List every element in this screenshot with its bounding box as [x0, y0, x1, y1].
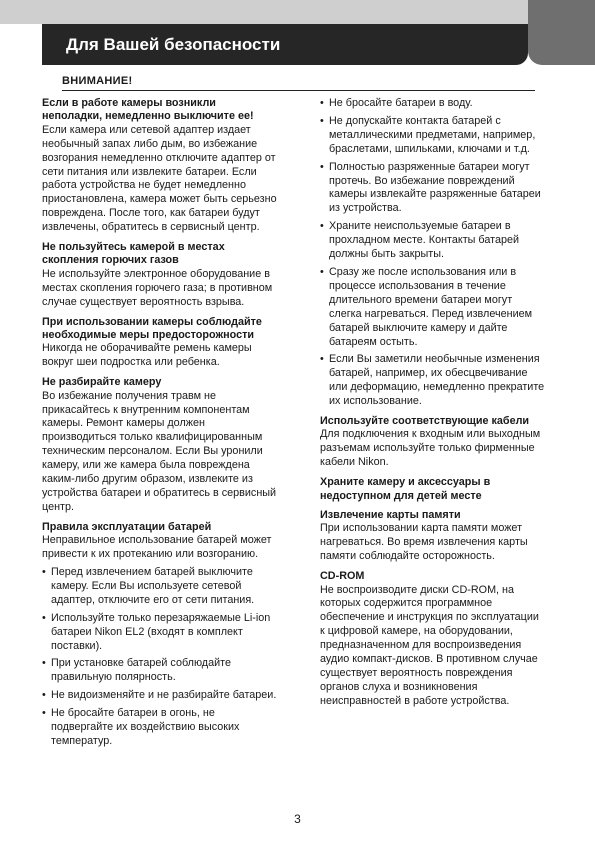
- section-heading: CD-ROM: [320, 570, 365, 583]
- section-body: Никогда не оборачивайте ремень камеры вокруг шеи подростка или ребенка.: [42, 342, 252, 369]
- section-malfunction: [42, 97, 278, 235]
- header-corner-tab: [528, 0, 595, 65]
- right-column: [320, 97, 545, 715]
- list-item: • Сразу же после использования или в процессе использования в течение длительного времени батареи могут слегка нагреваться. Перед извлечением батарей выключите камеру и дайте батареям остыть.: [320, 266, 545, 349]
- battery-bullet-list-continued: [320, 97, 545, 409]
- section-body: Неправильное использование батарей может привести к их протеканию или возгоранию.: [42, 534, 272, 561]
- list-item: • Не видоизменяйте и не разбирайте батареи.: [42, 689, 278, 703]
- section-body: Во избежание получения травм не прикасайтесь к внутренним компонентам камеры. Ремонт камеры должен производиться только квалифицированным техническим персоналом. Если Вы уронили камеру, или же камера была повреждена каким-либо другим образом, извлеките из устройства батареи и обратитесь в сервисный центр.: [42, 389, 277, 513]
- left-column: [42, 97, 278, 755]
- section-heading: Используйте соответствующие кабели: [320, 415, 530, 428]
- section-cables: [320, 415, 545, 470]
- section-body: Если камера или сетевой адаптер издает необычный запах либо дым, во избежание возгорания немедленно отключите адаптер от сети питания или извлеките батареи. Если работа устройства не будет немедленно приостановлена, камера может быть серьезно повреждена. После того, как батареи будут извлечены, обратитесь в сервисный центр.: [42, 123, 277, 234]
- section-body: При использовании карта памяти может нагреваться. Во время извлечения карты памяти соблюдайте осторожность.: [320, 522, 528, 563]
- list-item: • Храните неиспользуемые батареи в прохладном месте. Контакты батарей должны быть закрыты.: [320, 220, 545, 262]
- section-precautions: [42, 316, 278, 371]
- section-heading: Не разбирайте камеру: [42, 376, 162, 389]
- page-title: Для Вашей безопасности: [66, 35, 281, 54]
- section-heading: Не пользуйтесь камерой в местах скопления горючих газов: [42, 241, 225, 267]
- section-heading: При использовании камеры соблюдайте необходимые меры предосторожности: [42, 315, 262, 341]
- warning-label: ВНИМАНИЕ!: [62, 75, 133, 87]
- warning-header: [62, 70, 535, 91]
- section-battery-rules: [42, 521, 278, 749]
- section-flammable-gas: [42, 241, 278, 310]
- page-number: 3: [294, 812, 301, 826]
- section-cd-rom: [320, 570, 545, 709]
- list-item: • Если Вы заметили необычные изменения батарей, например, их обесцвечивание или деформацию, немедленно прекратите их использование.: [320, 353, 545, 409]
- header-top-bar: [0, 0, 595, 24]
- battery-bullet-list: [42, 566, 278, 749]
- list-item: • Не бросайте батареи в воду.: [320, 97, 545, 111]
- section-do-not-disassemble: [42, 376, 278, 515]
- section-keep-from-children: [320, 476, 545, 503]
- list-item: • При установке батарей соблюдайте правильную полярность.: [42, 657, 278, 685]
- section-body: Не воспроизводите диски CD-ROM, на которых содержится программное обеспечение и инструкция по эксплуатации к цифровой камере, на оборудовании, предназначенном для воспроизведения аудио компакт-дисков. В противном случае существует вероятность повреждения органов слуха и возникновения неисправностей в работе устройства.: [320, 583, 539, 707]
- section-heading: Извлечение карты памяти: [320, 508, 461, 521]
- list-item: • Используйте только перезаряжаемые Li-ion батареи Nikon EL2 (входят в комплект поставки).: [42, 612, 278, 654]
- section-heading: Правила эксплуатации батарей: [42, 520, 212, 533]
- section-heading: Если в работе камеры возникли неполадки, немедленно выключите ее!: [42, 97, 254, 123]
- list-item: • Не допускайте контакта батарей с металлическими предметами, например, браслетами, шпильками, ключами и т.д.: [320, 115, 545, 157]
- section-heading: Храните камеру и аксессуары в недоступном для детей месте: [320, 476, 491, 502]
- list-item: • Полностью разряженные батареи могут протечь. Во избежание повреждений камеры извлекайте разряженные батареи из устройства.: [320, 161, 545, 217]
- header-title-band: [42, 24, 528, 65]
- section-body: Не используйте электронное оборудование в местах скопления горючего газа; в противном случае существует вероятность взрыва.: [42, 267, 273, 308]
- section-memory-card: [320, 509, 545, 564]
- list-item: • Перед извлечением батарей выключите камеру. Если Вы используете сетевой адаптер, отключите его от сети питания.: [42, 566, 278, 608]
- section-body: Для подключения к входным или выходным разъемам используйте только фирменные кабели Nikon.: [320, 428, 541, 469]
- list-item: • Не бросайте батареи в огонь, не подвергайте их воздействию высоких температур.: [42, 707, 278, 749]
